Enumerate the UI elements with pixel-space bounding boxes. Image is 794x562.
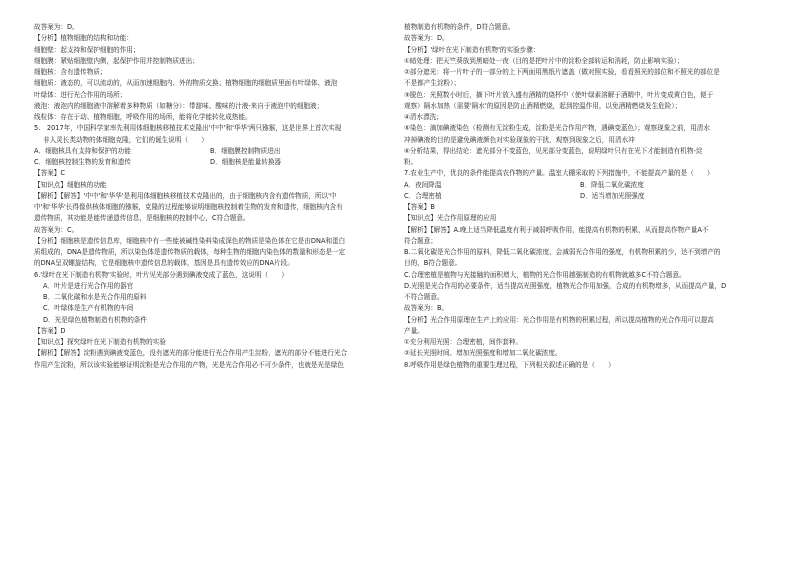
text-line: 故答案为：D。 [34,23,79,31]
text-line: A．叶片是进行光合作用的器官 [43,281,134,290]
option-text: B．细胞膜控制物质进出 [210,146,281,155]
text-line: D.光照是光合作用的必要条件，适当提高光照强度，植物光合作用加强，合成的有机物增多，从而提高产量，D [404,281,727,290]
text-line: 6.'绿叶在光下制造有机物'实验时，叶片见光部分遇到碘液变成了蓝色，这说明（ ） [34,270,288,279]
text-line: 作用产生淀粉，所以该实验能够证明淀粉是光合作用的产物，光是光合作用必不可少条件，也就是光是绿色 [34,360,344,369]
text-line: 【解析】【解答】A.晚上适当降低温度有利于减弱呼吸作用，能提高有机物的积累，从而提高作物产量A不 [404,225,709,234]
text-line: 不符合题意。 [404,293,444,301]
text-line: ①暗处理：把天竺葵放到黑暗处一夜（目的是把叶片中的淀粉全部转运和消耗，防止影响实验）； [404,56,684,65]
text-line: 产量。 [404,326,424,335]
text-line: 的DNA呈双螺旋结构，它是细胞核中遗传信息的载体，基因是具有遗传效应的DNA片段。 [34,259,294,268]
text-line: 【分析】'绿叶在光下制造有机物'的实验步骤： [404,45,540,54]
text-line: 细胞核：含有遗传物质； [34,68,107,76]
text-line: ⑤染色：滴加碘液染色（检测有无淀粉生成，淀粉是光合作用产物，遇碘变蓝色）；观察现象之前，用清水 [404,124,710,133]
text-line: 目的，B符合题意。 [404,259,462,268]
option-text: D．适当增加光照强度 [580,191,645,200]
text-line: ①充分利用光照：合理密植，间作套种。 [404,338,523,346]
text-line: 粉。 [404,158,418,166]
text-line: ②延长光照时间、增加光照强度和增加二氧化碳浓度。 [404,349,562,358]
text-line: 细胞质：液态的，可以流动的，从而加速细胞内、外的物质交换；植物细胞的细胞质里面有叶绿体、液泡 [34,79,338,88]
text-line: 7.农业生产中，优良的条件能提高农作物的产量。温室大棚采取的下列措施中，不能提高产量的是（ ） [404,169,714,178]
text-line: C．叶绿体是生产有机物的车间 [43,304,134,313]
option-text: B．降低二氧化碳浓度 [580,180,644,189]
text-line: 故答案为：C。 [34,225,79,234]
text-line: 故答案为：B。 [404,304,449,313]
options-row [404,180,772,191]
option-text: A．夜间降温 [404,180,442,189]
option-text: C．细胞核控制生物的发育和遗传 [34,158,131,166]
option-text: A．细胞核具有支持和保护的功能 [34,146,131,155]
text-line: 观察）隔水加热（需要'隔水'的原因是防止酒精燃烧，起到控温作用，以免酒精燃烧发生危险）； [404,101,682,110]
text-line: 质组成的，DNA是遗传物质，所以染色体是遗传物质的载体，每种生物的细胞内染色体的数量和形态是一定 [34,248,346,256]
text-line: 细胞壁：起支持和保护细胞的作用； [34,45,140,54]
text-line: 5. 2017年，中国科学家率先利用体细胞核移植技术克隆出'中中'和'华华'两只猕猴，这是世界上首次实现 [34,124,342,133]
text-line: 【分析】光合作用原理在生产上的应用：光合作用是有机物的积累过程，所以提高植物的光合作用可以提高 [404,315,714,324]
text-line: 【分析】植物细胞的结构和功能： [34,34,133,43]
text-line: 冲掉碘液的目的是避免碘液颜色对实验现象的干扰，观察到现象之后，用清水冲 [404,135,635,144]
text-line: 符合题意； [404,236,437,245]
right-column [404,22,772,371]
text-line: 不是都产生淀粉）； [404,79,461,88]
text-line: 【解析】【解答】淀粉遇到碘液变蓝色，没有遮光的部分能进行光合作用产生淀粉，遮光的部分不能进行光合 [34,349,348,358]
options-row [34,146,402,157]
text-line: ②部分遮光：将一片叶子的一部分的上下两面用黑纸片遮盖（做对照实验，看看照光的部位和不照光的部位是 [404,68,720,76]
text-line: ④清水漂洗； [404,113,443,121]
text-line: 【知识点】探究绿叶在光下制造有机物的实验 [34,338,166,346]
text-line: 细胞膜：紧贴细胞壁内侧，起保护作用并控制物质进出； [34,56,199,65]
text-line: B．二氧化碳和水是光合作用的原料 [43,293,147,301]
text-line: 【答案】D [34,326,66,335]
text-line: 【答案】B [404,203,435,211]
text-line: 叶绿体：进行光合作用的场所； [34,90,127,99]
text-line: 【解析】【解答】'中中'和'华华'是利用体细胞核移植技术克隆出的，由于细胞核内含有遗传物质，所以'中 [34,191,337,200]
text-line: 植物制造有机物的条件，D符合题意。 [404,23,515,31]
text-line: ⑥分析结果，得出结论：遮光部分不变蓝色，见光部分变蓝色，说明绿叶只有在光下才能制造有机物-淀 [404,146,703,155]
text-line: ③脱色：光照数小时后，摘下叶片放入盛有酒精的烧杯中（使叶绿素溶解于酒精中，叶片变成黄白色，便于 [404,90,714,99]
text-line: 线粒体：存在于动、植物细胞，呼吸作用的场所，能将化学能转化成热能。 [34,113,252,121]
options-row [404,191,772,202]
text-line: 【知识点】细胞核的功能 [34,180,107,189]
left-column [34,22,402,371]
text-line: 【知识点】光合作用原理的应用 [404,214,497,223]
text-line: 【答案】C [34,169,65,178]
option-text: D．细胞核是能量转换器 [210,158,282,166]
text-line: 中'和'华华'长得像供核体细胞的猕猴，克隆的过程能够说明细胞核控制着生物的发育和遗传，细胞核内含有 [34,203,343,211]
text-line: D．光是绿色植物制造有机物的条件 [43,315,147,324]
text-line: 液泡：液泡内的细胞液中溶解着多种物质（如糖分）：带甜味、酸味的汁液-来自于液泡中的细胞液； [34,101,324,110]
option-text: C．合理密植 [404,191,442,200]
text-line: 遗传物质，其功能是能传递遗传信息，是细胞核的控制中心，C符合题意。 [34,214,250,223]
text-line: C.合理密植是植物与光接触的面积增大，植物的光合作用越强制造的有机物就越多C不符合题意。 [404,270,686,279]
text-line: B.二氧化碳是光合作用的原料，降低二氧化碳浓度，会减弱光合作用的强度，有机物积累的少，达不到增产的 [404,248,721,256]
text-line: 【分析】细胞核是遗传信息库，细胞核中有一些能被碱性染料染成深色的物质是染色体在它是由DNA和蛋白 [34,236,346,245]
text-line: 8.呼吸作用是绿色植物的重要生理过程，下列相关叙述正确的是（ ） [404,360,615,369]
text-line: 故答案为：D。 [404,34,449,43]
options-row [34,157,402,168]
text-line: 非人灵长类动物的体细胞克隆，它们的诞生说明（ ） [43,135,208,144]
